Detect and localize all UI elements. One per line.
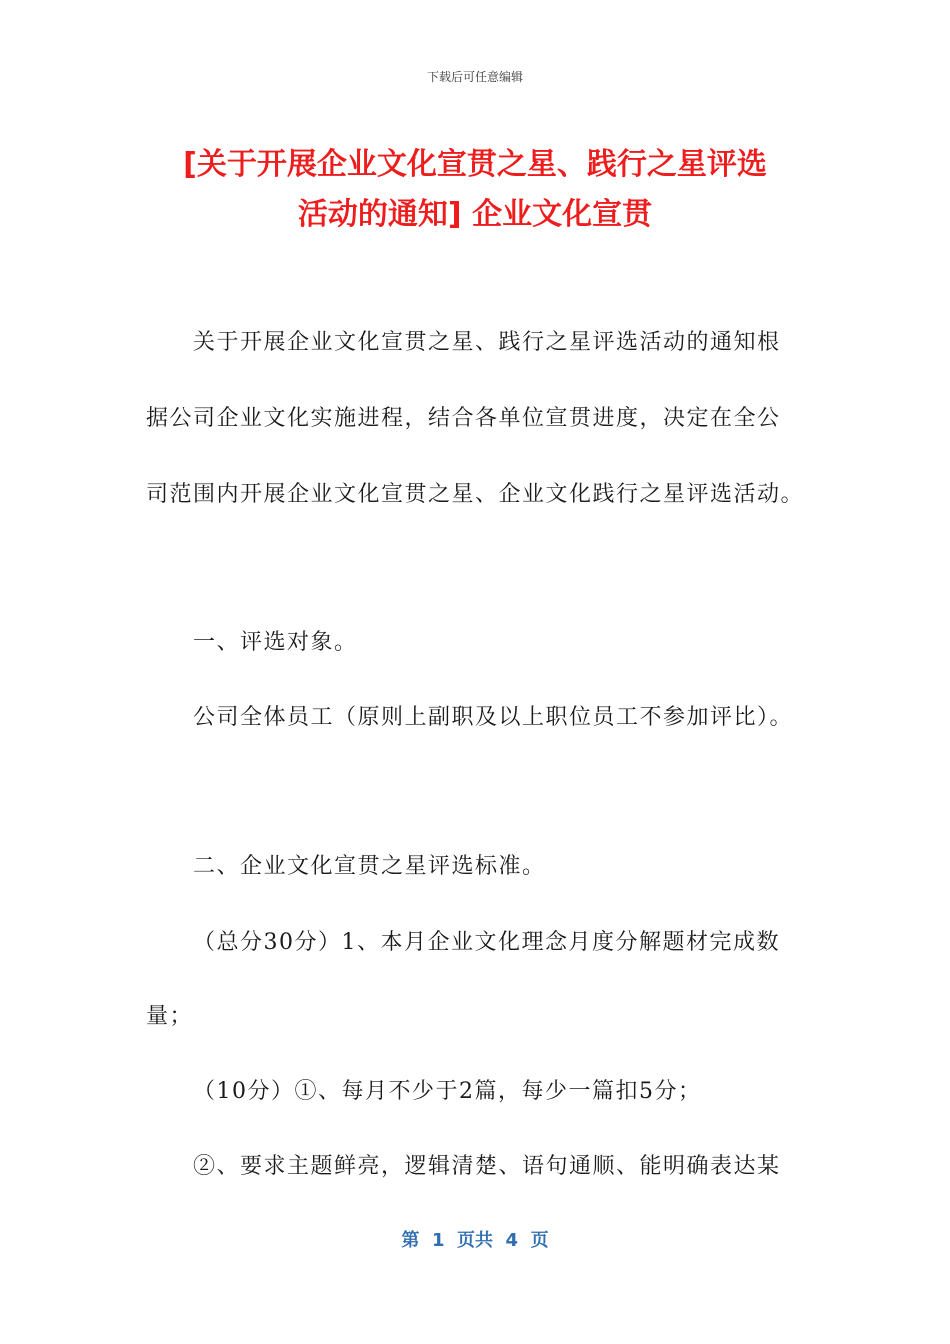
title-line-1: [关于开展企业文化宣贯之星、践行之星评选	[183, 147, 767, 182]
paragraph-line: 量；	[146, 1004, 194, 1029]
paragraph-line: ②、要求主题鲜亮，逻辑清楚、语句通顺、能明确表达某	[193, 1154, 781, 1179]
header-note: 下载后可任意编辑	[426, 70, 523, 84]
document-title	[140, 140, 810, 240]
section-heading: 一、评选对象。	[193, 630, 358, 655]
title-line-2: 活动的通知] 企业文化宣贯	[297, 197, 653, 232]
paragraph-line: （10分）①、每月不少于2篇，每少一篇扣5分；	[193, 1079, 702, 1104]
page-number-footer: 第 1 页共 4 页	[401, 1230, 549, 1251]
paragraph-line: （总分30分）1、本月企业文化理念月度分解题材完成数	[193, 930, 780, 955]
paragraph-line: 公司全体员工（原则上副职及以上职位员工不参加评比）。	[193, 705, 794, 730]
paragraph-line: 司范围内开展企业文化宣贯之星、企业文化践行之星评选活动。	[146, 482, 805, 507]
paragraph-line: 据公司企业文化实施进程，结合各单位宣贯进度，决定在全公	[146, 406, 781, 431]
paragraph-line: 关于开展企业文化宣贯之星、践行之星评选活动的通知根	[193, 330, 781, 355]
section-heading: 二、企业文化宣贯之星评选标准。	[193, 854, 546, 879]
